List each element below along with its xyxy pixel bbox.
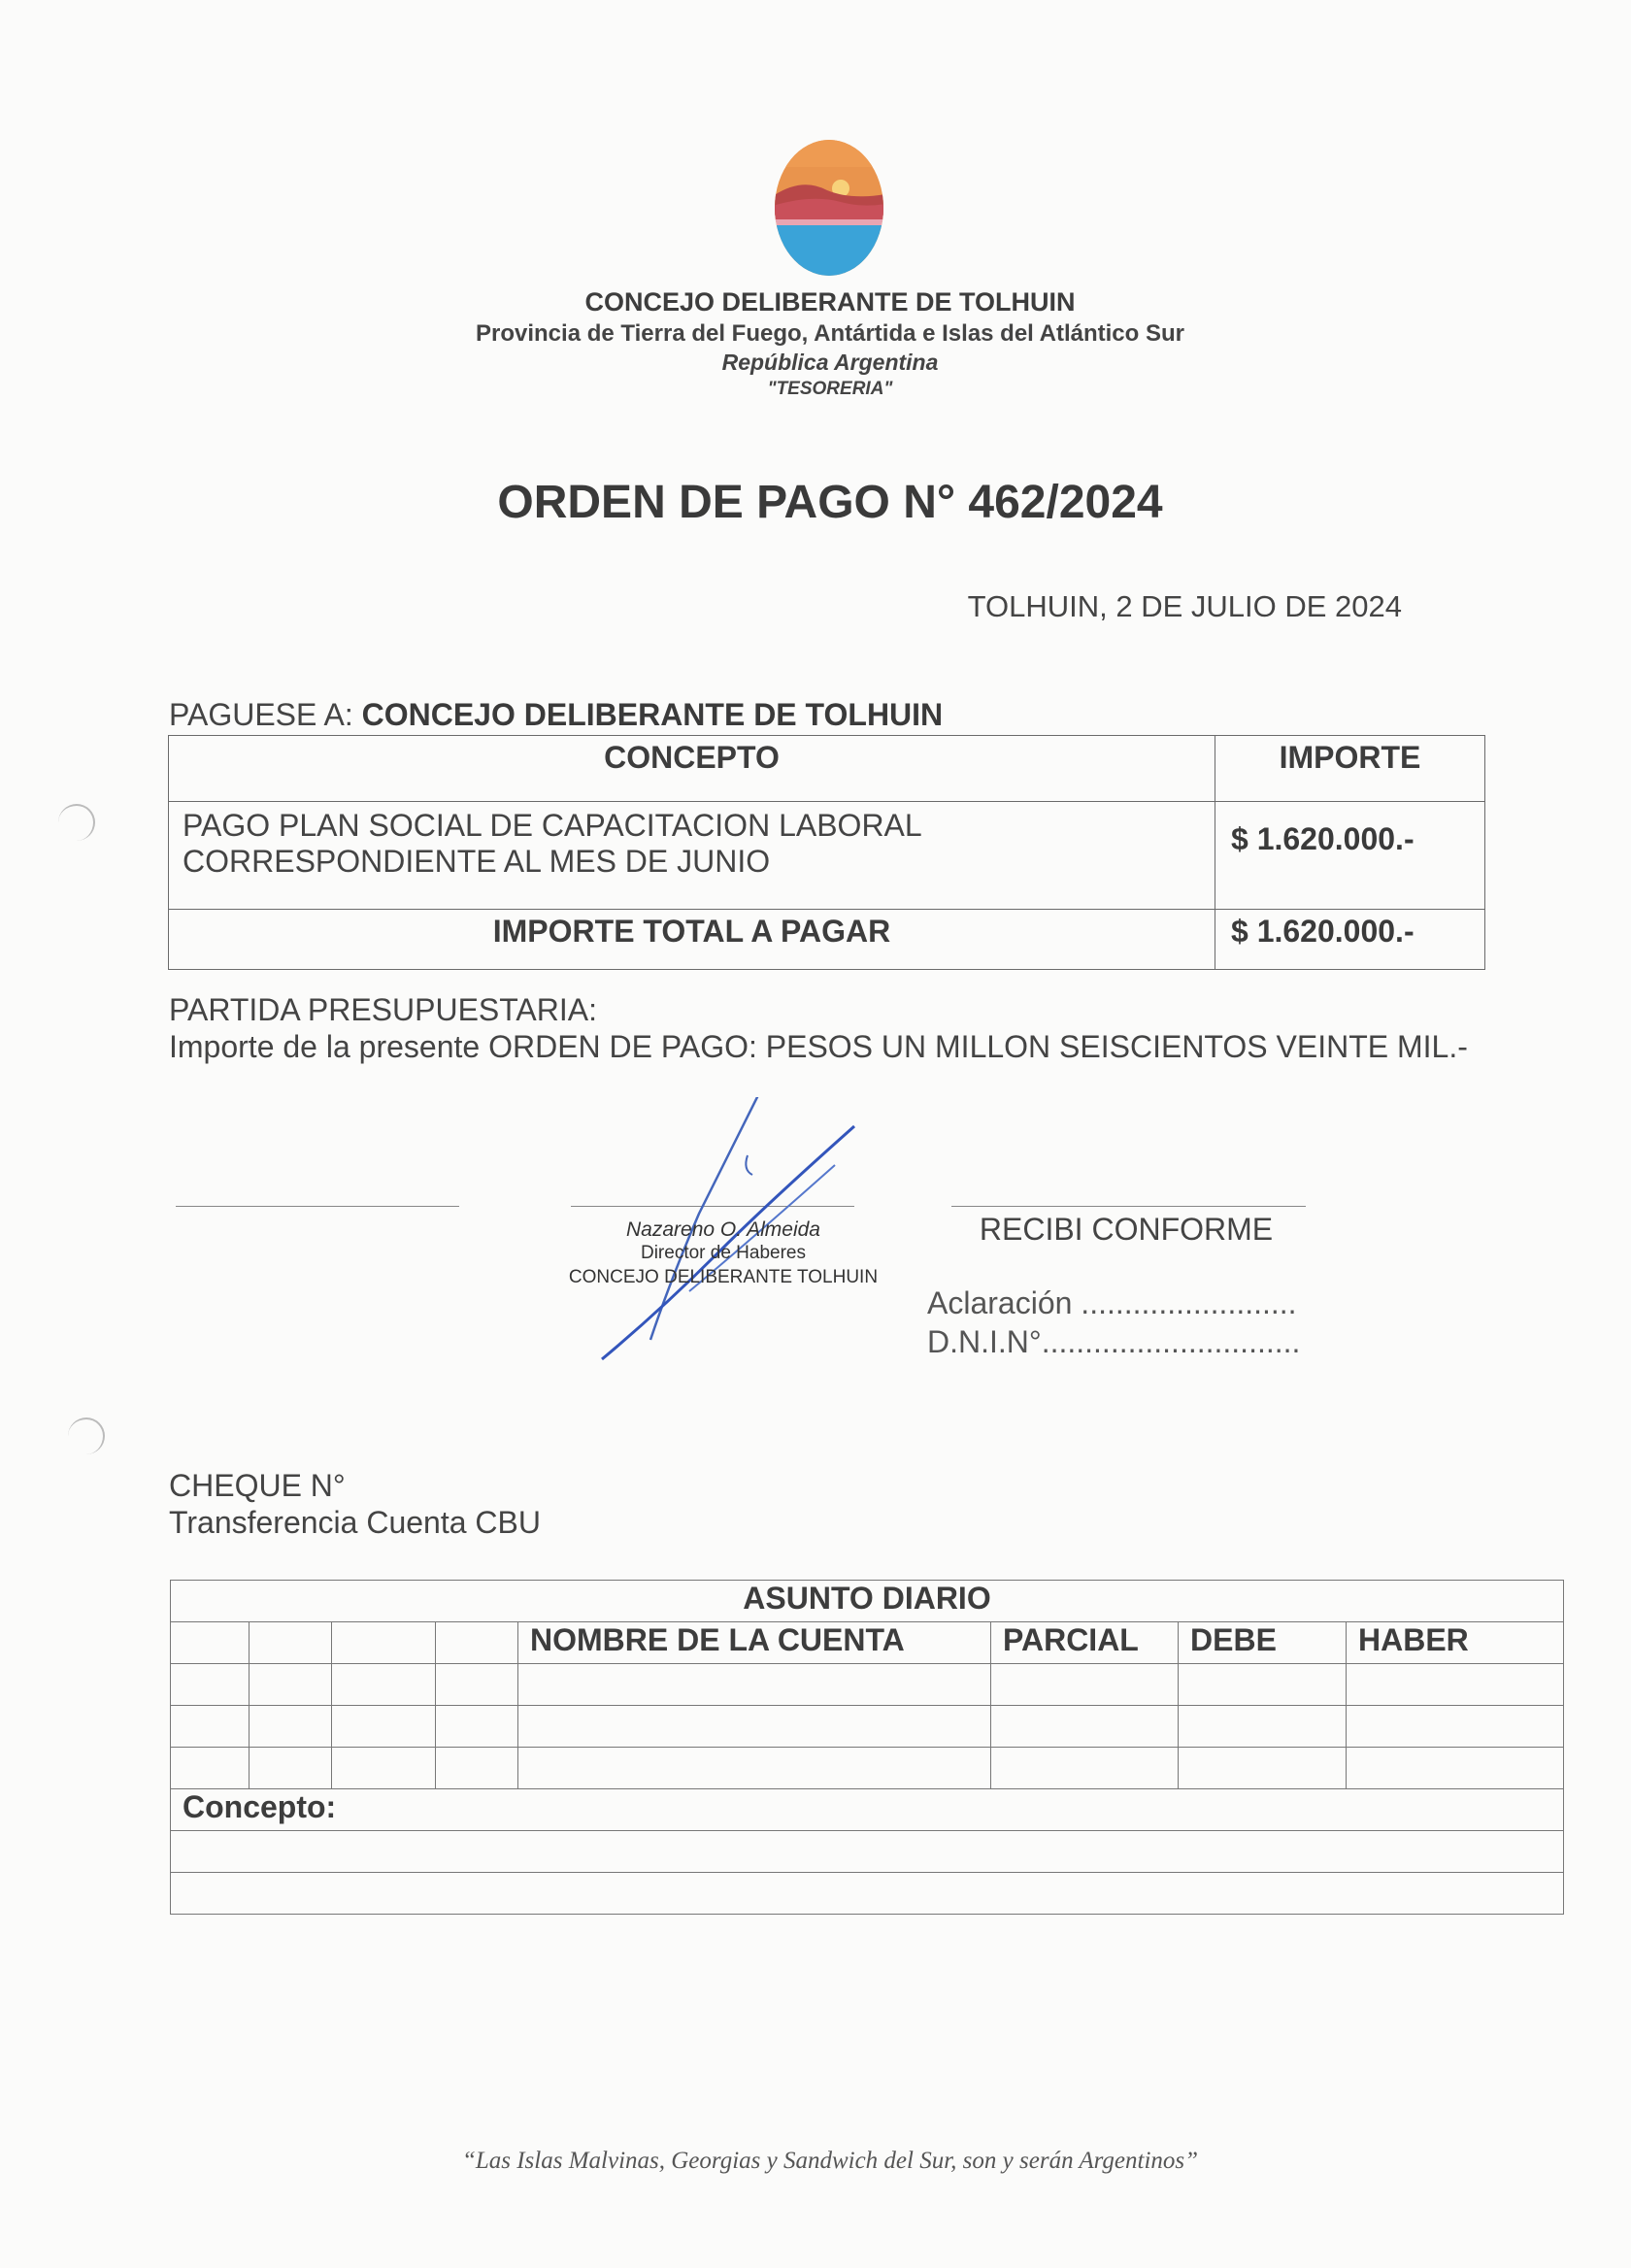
col-debe: DEBE [1179, 1622, 1347, 1664]
signatory-role: Director de Haberes [640, 1243, 807, 1263]
table-row [171, 1622, 1564, 1664]
col-concepto: CONCEPTO [169, 736, 1215, 802]
signatory-name: Nazareno O. Almeida [626, 1218, 820, 1241]
col-nombre-cuenta: NOMBRE DE LA CUENTA [518, 1622, 991, 1664]
total-amount: $ 1.620.000.- [1215, 910, 1485, 970]
items-table [168, 735, 1485, 970]
signatory-org: CONCEJO DELIBERANTE TOLHUIN [568, 1267, 879, 1287]
concept-line-2: CORRESPONDIENTE AL MES DE JUNIO [183, 844, 771, 879]
payee-line [169, 697, 943, 733]
punch-hole-mark [58, 804, 95, 841]
col-importe: IMPORTE [1215, 736, 1485, 802]
col-haber: HABER [1347, 1622, 1564, 1664]
footer-motto: “Las Islas Malvinas, Georgias y Sandwich del Sur, son y serán Argentinos” [461, 2148, 1199, 2174]
asiento-table [170, 1580, 1564, 1915]
department-name: "TESORERIA" [767, 379, 893, 399]
partida-label: PARTIDA PRESUPUESTARIA: [169, 992, 597, 1027]
importe-text: Importe de la presente ORDEN DE PAGO: PESOS UN MILLON SEISCIENTOS VEINTE MIL.- [169, 1029, 1468, 1064]
page-title: ORDEN DE PAGO N° 462/2024 [497, 477, 1163, 528]
table-row [171, 1664, 1564, 1706]
table-row [171, 1748, 1564, 1789]
total-label: IMPORTE TOTAL A PAGAR [169, 910, 1215, 970]
cheque-label: CHEQUE N° [169, 1468, 346, 1503]
province-name: Provincia de Tierra del Fuego, Antártida e Islas del Atlántico Sur [476, 320, 1184, 347]
row-amount: $ 1.620.000.- [1215, 802, 1485, 910]
payee-label: PAGUESE A: [169, 697, 353, 732]
concept-cell [169, 802, 1215, 910]
concept-line-1: PAGO PLAN SOCIAL DE CAPACITACION LABORAL [183, 808, 922, 843]
document-date: TOLHUIN, 2 DE JULIO DE 2024 [967, 589, 1402, 623]
aclaracion-field: Aclaración ......................... [927, 1285, 1297, 1320]
punch-hole-mark [68, 1418, 105, 1454]
signature-line-left [176, 1206, 459, 1207]
org-name: CONCEJO DELIBERANTE DE TOLHUIN [584, 287, 1076, 317]
recibi-conforme: RECIBI CONFORME [979, 1212, 1274, 1247]
transferencia-label: Transferencia Cuenta CBU [169, 1505, 541, 1540]
payee-name: CONCEJO DELIBERANTE DE TOLHUIN [361, 697, 944, 732]
republic-name: República Argentina [721, 350, 939, 375]
signature-line-right [951, 1206, 1306, 1207]
concepto-label: Concepto: [171, 1789, 1564, 1831]
dni-field: D.N.I.N°.............................. [927, 1324, 1301, 1359]
table-row [171, 1873, 1564, 1915]
col-parcial: PARCIAL [991, 1622, 1179, 1664]
asiento-title: ASUNTO DIARIO [171, 1581, 1564, 1622]
table-row [171, 1706, 1564, 1748]
council-logo [773, 138, 885, 278]
table-row [171, 1831, 1564, 1873]
